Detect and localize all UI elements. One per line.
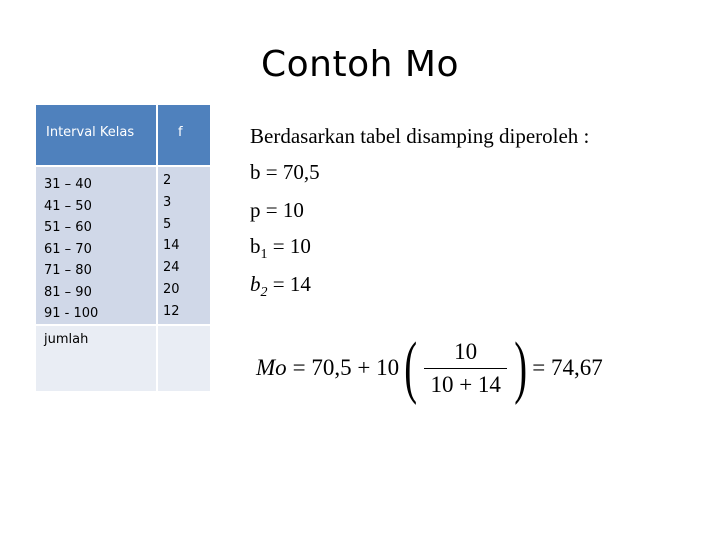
header-interval-kelas: Interval Kelas [36,105,156,165]
var-b1-value: = 10 [272,234,311,258]
formula-lhs: Mo [256,355,287,380]
formula-result: = 74,67 [532,355,603,380]
interval-row: 61 – 70 [44,241,92,257]
frequency-value: 14 [163,238,180,254]
var-b2-label: b [250,272,261,296]
var-p [250,198,304,223]
intro-text: Berdasarkan tabel disamping diperoleh : [250,124,590,148]
interval-row: 51 – 60 [44,220,92,235]
right-paren: ) [514,329,527,406]
header-frequency: f [158,105,210,165]
var-b-label: b [250,160,261,184]
fraction-denominator: 10 + 14 [430,371,501,397]
var-p-label: p [250,198,261,222]
frequency-value: 20 [163,281,180,297]
var-b1-sub: 1 [260,247,268,263]
frequency-value: 3 [163,194,172,210]
var-p-value: = 10 [265,198,304,222]
fraction-numerator: 10 [454,338,478,364]
frequency-value: 24 [163,260,180,276]
slide-title: Contoh Mo [261,44,459,85]
interval-row: 31 – 40 [44,177,92,192]
formula-fraction [424,338,506,399]
var-b [250,160,320,185]
frequency-value: 5 [163,216,172,232]
frequency-column [158,167,210,324]
frequency-value: 12 [163,303,180,319]
frequency-value: 2 [163,173,172,188]
interval-column [36,167,156,324]
var-b1 [250,234,311,263]
var-b1-label: b [250,234,261,258]
var-b-value: = 70,5 [265,160,320,184]
var-b2 [250,272,311,301]
interval-row: 91 - 100 [44,306,99,321]
total-label: jumlah [36,326,156,391]
formula-mid: = 70,5 + 10 [292,355,400,380]
left-paren: ( [404,329,418,406]
interval-row: 81 – 90 [44,284,92,300]
interval-row: 41 – 50 [44,198,92,214]
var-b2-value: = 14 [272,272,311,296]
var-b2-sub: 2 [260,285,268,301]
interval-row: 71 – 80 [44,263,92,278]
mode-formula [256,330,603,406]
total-value [158,326,210,391]
